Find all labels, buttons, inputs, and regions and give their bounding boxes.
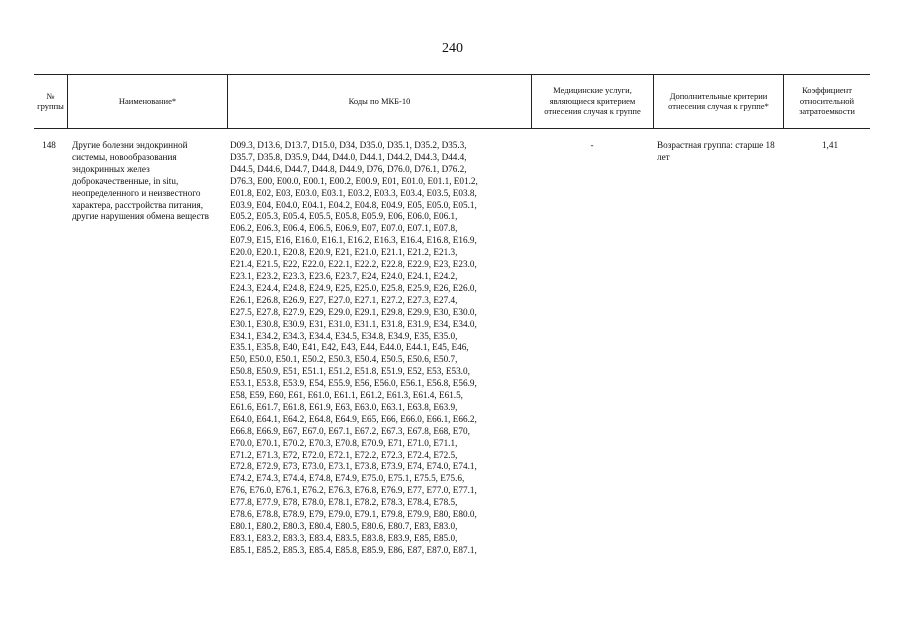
page-number: 240 bbox=[442, 41, 463, 56]
icd-code-line: E05.2, E05.3, E05.4, E05.5, E05.8, E05.9, E06, E06.0, E06.1, bbox=[230, 211, 458, 222]
icd-code-line: E58, E59, E60, E61, E61.0, E61.1, E61.2, E61.3, E61.4, E61.5, bbox=[230, 390, 463, 401]
header-name bbox=[68, 76, 227, 126]
header-coefficient-text: Коэффициент относительной затратоемкости bbox=[799, 85, 855, 117]
icd-code-line: E03.9, E04, E04.0, E04.1, E04.2, E04.8, E04.9, E05, E05.0, E05.1, bbox=[230, 199, 477, 210]
header-coefficient bbox=[784, 76, 870, 126]
icd-code-line: E61.6, E61.7, E61.8, E61.9, E63, E63.0, E63.1, E63.8, E63.9, bbox=[230, 401, 458, 412]
icd-code-line: E27.5, E27.8, E27.9, E29, E29.0, E29.1, E29.8, E29.9, E30, E30.0, bbox=[230, 306, 477, 317]
icd-code-line: D09.3, D13.6, D13.7, D15.0, D34, D35.0, D35.1, D35.2, D35.3, bbox=[230, 140, 467, 150]
icd-code-line: E71.2, E71.3, E72, E72.0, E72.1, E72.2, E72.3, E72.4, E72.5, bbox=[230, 449, 458, 460]
icd-code-line: E20.0, E20.1, E20.8, E20.9, E21, E21.0, E21.1, E21.2, E21.3, bbox=[230, 247, 458, 258]
icd-code-line: D35.7, D35.8, D35.9, D44, D44.0, D44.1, D44.2, D44.3, D44.4, bbox=[230, 151, 467, 162]
header-group-number-text: № группы bbox=[37, 90, 64, 111]
icd-code-line: E72.8, E72.9, E73, E73.0, E73.1, E73.8, E73.9, E74, E74.0, E74.1, bbox=[230, 461, 477, 472]
header-additional-criteria-text: Дополнительные критерии отнесения случая к группе* bbox=[668, 90, 769, 111]
header-group-number bbox=[34, 76, 67, 126]
icd-code-line: E80.1, E80.2, E80.3, E80.4, E80.5, E80.6, E80.7, E83, E83.0, bbox=[230, 521, 458, 531]
icd-code-line: E78.6, E78.8, E78.9, E79, E79.0, E79.1, E79.8, E79.9, E80, E80.0, bbox=[230, 509, 477, 520]
icd-code-line: D76.3, E00, E00.0, E00.1, E00.2, E00.9, E01, E01.0, E01.1, E01.2, bbox=[230, 175, 478, 186]
icd-code-line: E53.1, E53.8, E53.9, E54, E55.9, E56, E56.0, E56.1, E56.8, E56.9, bbox=[230, 378, 477, 389]
icd-code-line: E74.2, E74.3, E74.4, E74.8, E74.9, E75.0, E75.1, E75.5, E75.6, bbox=[230, 473, 465, 484]
icd-code-line: E07.9, E15, E16, E16.0, E16.1, E16.2, E16.3, E16.4, E16.8, E16.9, bbox=[230, 235, 477, 246]
header-icd-codes-text: Коды по МКБ-10 bbox=[348, 95, 411, 106]
table-top-rule bbox=[34, 74, 870, 75]
icd-code-line: E50, E50.0, E50.1, E50.2, E50.3, E50.4, E50.5, E50.6, E50.7, bbox=[230, 354, 458, 365]
row-medical-services: - bbox=[590, 140, 594, 150]
icd-code-line: E77.8, E77.9, E78, E78.0, E78.1, E78.2, E78.3, E78.4, E78.5, bbox=[230, 497, 458, 508]
header-icd-codes bbox=[228, 76, 531, 126]
icd-code-line: E21.4, E21.5, E22, E22.0, E22.1, E22.2, E22.8, E22.9, E23, E23.0, bbox=[230, 259, 477, 270]
row-name: Другие болезни эндокринной системы, новообразования эндокринных желез доброкачественные, in situ, неопределенного и неизвестного характера, расстройства питания, другие нарушения обмена веществ bbox=[72, 140, 209, 222]
icd-code-line: E66.8, E66.9, E67, E67.0, E67.1, E67.2, E67.3, E67.8, E68, E70, bbox=[230, 425, 470, 436]
row-additional-criteria: Возрастная группа: старше 18 лет bbox=[657, 140, 775, 162]
header-medical-services bbox=[532, 76, 653, 126]
header-additional-criteria bbox=[654, 76, 783, 126]
icd-code-line: E06.2, E06.3, E06.4, E06.5, E06.9, E07, E07.0, E07.1, E07.8, bbox=[230, 223, 458, 234]
icd-code-line: E70.0, E70.1, E70.2, E70.3, E70.8, E70.9, E71, E71.0, E71.1, bbox=[230, 437, 458, 448]
icd-code-line: E26.1, E26.8, E26.9, E27, E27.0, E27.1, E27.2, E27.3, E27.4, bbox=[230, 294, 458, 305]
icd-code-line: E01.8, E02, E03, E03.0, E03.1, E03.2, E03.3, E03.4, E03.5, E03.8, bbox=[230, 187, 477, 198]
row-coefficient: 1,41 bbox=[821, 140, 839, 150]
icd-code-line: E35.1, E35.8, E40, E41, E42, E43, E44, E44.0, E44.1, E45, E46, bbox=[230, 342, 469, 353]
row-group-number: 148 bbox=[42, 140, 56, 150]
icd-code-line: E76, E76.0, E76.1, E76.2, E76.3, E76.8, E76.9, E77, E77.0, E77.1, bbox=[230, 485, 477, 496]
icd-code-line: E23.1, E23.2, E23.3, E23.6, E23.7, E24, E24.0, E24.1, E24.2, bbox=[230, 270, 458, 281]
icd-code-line: E83.1, E83.2, E83.3, E83.4, E83.5, E83.8, E83.9, E85, E85.0, bbox=[230, 532, 458, 543]
header-name-text: Наименование* bbox=[118, 95, 177, 106]
icd-code-line: E85.1, E85.2, E85.3, E85.4, E85.8, E85.9, E86, E87, E87.0, E87.1, bbox=[230, 544, 477, 555]
icd-code-line: E24.3, E24.4, E24.8, E24.9, E25, E25.0, E25.8, E25.9, E26, E26.0, bbox=[230, 282, 477, 293]
icd-code-line: E50.8, E50.9, E51, E51.1, E51.2, E51.8, E51.9, E52, E53, E53.0, bbox=[230, 366, 470, 377]
icd-code-line: D44.5, D44.6, D44.7, D44.8, D44.9, D76, D76.0, D76.1, D76.2, bbox=[230, 163, 467, 174]
row-icd-codes bbox=[230, 140, 530, 557]
icd-code-line: E34.1, E34.2, E34.3, E34.4, E34.5, E34.8, E34.9, E35, E35.0, bbox=[230, 330, 458, 341]
header-medical-services-text: Медицинские услуги, являющиеся критерием отнесения случая к группе bbox=[544, 85, 641, 117]
icd-code-line: E30.1, E30.8, E30.9, E31, E31.0, E31.1, E31.8, E31.9, E34, E34.0, bbox=[230, 318, 477, 329]
icd-code-line: E64.0, E64.1, E64.2, E64.8, E64.9, E65, E66, E66.0, E66.1, E66.2, bbox=[230, 413, 477, 424]
table-header-rule bbox=[34, 128, 870, 129]
